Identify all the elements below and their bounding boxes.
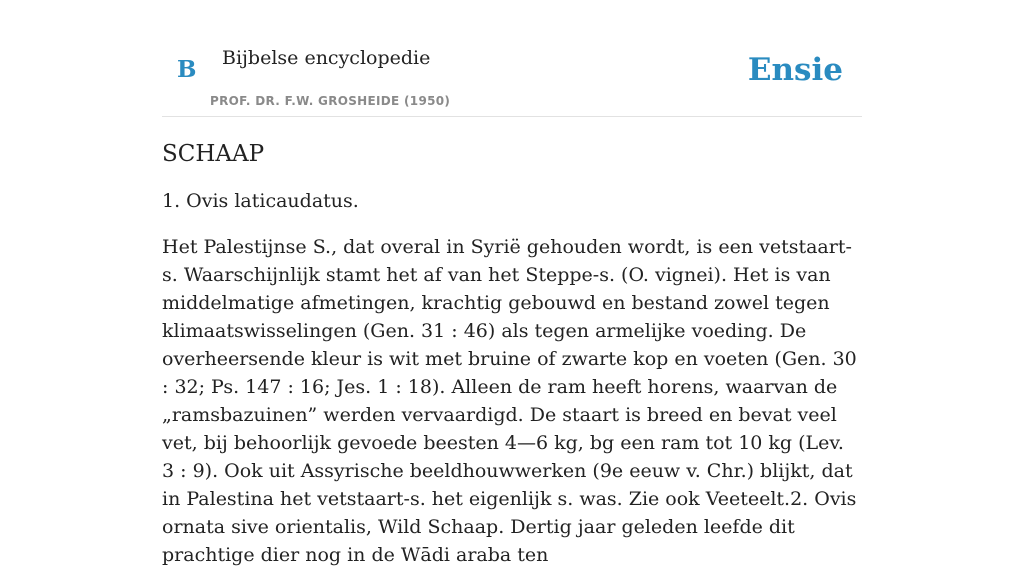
ensie-logo-link[interactable]: Ensie bbox=[747, 52, 843, 88]
entry-title: SCHAAP bbox=[162, 141, 265, 167]
book-title[interactable]: Bijbelse encyclopedie bbox=[222, 47, 431, 69]
header bbox=[162, 0, 862, 117]
book-author: PROF. DR. F.W. GROSHEIDE (1950) bbox=[210, 94, 451, 108]
entry-body-text: Het Palestijnse S., dat overal in Syrië gehouden wordt, is een vetstaart-s. Waarschijnlijk stamt het af van het Steppe-s. (O. vignei). Het is van middelmatige afmetingen, krachtig gebouwd en bestand zowel tegen klimaatswisselingen (Gen. 31 : 46) als tegen armelijke voeding. De overheersende kleur is wit met bruine of zwarte kop en voeten (Gen. 30 : 32; Ps. 147 : 16; Jes. 1 : 18). Alleen de ram heeft horens, waarvan de „ramsbazuinen” werden vervaardigd. De staart is breed en bevat veel vet, bij behoorlijk gevoede beesten 4—6 kg, bg een ram tot 10 kg (Lev. 3 : 9). Ook uit Assyrische beeldhouwwerken (9e eeuw v. Chr.) blijkt, dat in Palestina het vetstaart-s. het eigenlijk s. was. Zie ook Veeteelt.2. Ovis ornata sive orientalis, Wild Schaap. Dertig jaar geleden leefde dit prachtige dier nog in de Wādi araba ten bbox=[162, 236, 857, 566]
book-logo-letter[interactable]: B bbox=[177, 56, 197, 83]
entry-subheading: 1. Ovis laticaudatus. bbox=[162, 190, 359, 212]
entry-content bbox=[162, 137, 862, 569]
